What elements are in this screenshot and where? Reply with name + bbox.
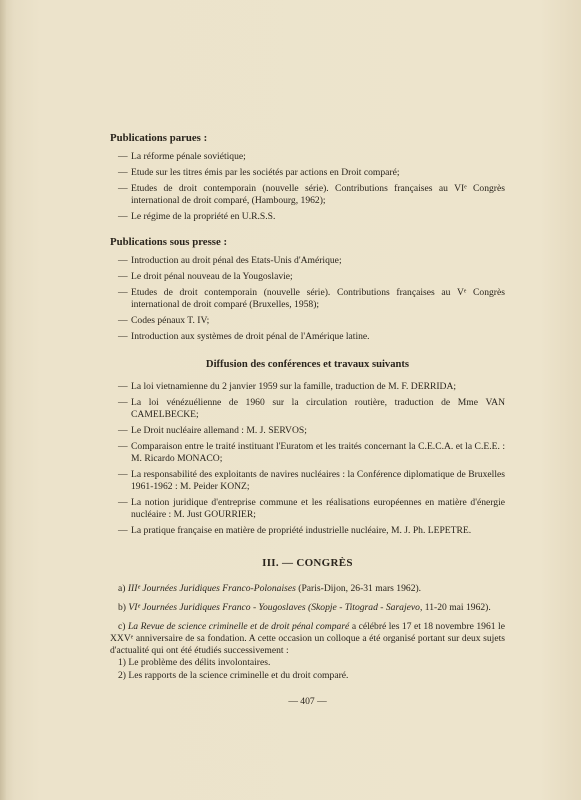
list-item-text: Comparaison entre le traité instituant l'Euratom et les traités concernant la C.E.C.A. et la C.E.E. : M. Ricardo MONACO; bbox=[131, 441, 505, 464]
congress-a-title: IIIᵉ Journées Juridiques Franco-Polonaises bbox=[127, 583, 296, 594]
list-item-text: La notion juridique d'entreprise commune et les réalisations européennes en matière d'énergie nucléaire : M. Just GOURRIER; bbox=[131, 497, 505, 520]
list-item bbox=[110, 287, 505, 311]
diffusion-list bbox=[110, 381, 505, 537]
congress-c-journal: La Revue de science criminelle et de droit pénal comparé bbox=[127, 621, 350, 632]
dash: — bbox=[118, 211, 128, 222]
list-item bbox=[110, 331, 505, 343]
list-item bbox=[110, 425, 505, 437]
dash: — bbox=[118, 397, 128, 408]
item-label: a) bbox=[118, 583, 126, 594]
in-press-heading: Publications sous presse : bbox=[110, 236, 228, 248]
list-item-text: Etude sur les titres émis par les sociétés par actions en Droit comparé; bbox=[131, 167, 400, 178]
page-number: — 407 — bbox=[288, 696, 327, 707]
list-item bbox=[110, 381, 505, 393]
list-item bbox=[110, 255, 505, 267]
list-item bbox=[110, 167, 505, 179]
congress-title: III. — CONGRÈS bbox=[262, 557, 353, 569]
dash: — bbox=[118, 441, 128, 452]
dash: — bbox=[118, 425, 128, 436]
list-item-text: Introduction au droit pénal des Etats-Unis d'Amérique; bbox=[131, 255, 342, 266]
dash: — bbox=[118, 331, 128, 342]
list-item bbox=[110, 397, 505, 421]
list-item bbox=[110, 469, 505, 493]
dash: — bbox=[118, 167, 128, 178]
dash: — bbox=[118, 381, 128, 392]
list-item bbox=[110, 441, 505, 465]
list-item bbox=[110, 211, 505, 223]
list-item-text: Etudes de droit contemporain (nouvelle série). Contributions françaises au VIᵉ Congrès international de droit comparé, (Hambourg, 1962); bbox=[131, 183, 505, 206]
dash: — bbox=[118, 151, 128, 162]
congress-c-text: a célébré les 17 et 18 novembre 1961 le XXVᵉ anniversaire de sa fondation. A cette occasion un colloque a été organisé portant sur deux sujets d'actualité qui ont été étudiés successivement : bbox=[110, 621, 505, 656]
paper-edge bbox=[0, 0, 6, 800]
dash: — bbox=[118, 271, 128, 282]
list-item bbox=[110, 525, 505, 537]
item-label: b) bbox=[118, 602, 126, 613]
spacer bbox=[110, 227, 505, 236]
item-label: c) bbox=[118, 621, 126, 632]
dash: — bbox=[118, 287, 128, 298]
dash: — bbox=[118, 525, 128, 536]
list-item-text: Introduction aux systèmes de droit pénal de l'Amérique latine. bbox=[131, 331, 370, 342]
congress-item-c bbox=[110, 621, 505, 657]
list-item-text: La réforme pénale soviétique; bbox=[131, 151, 246, 162]
list-item-text: La loi vietnamienne du 2 janvier 1959 sur la famille, traduction de M. F. DERRIDA; bbox=[131, 381, 457, 392]
list-item-text: Le droit pénal nouveau de la Yougoslavie; bbox=[131, 271, 293, 282]
list-item bbox=[110, 151, 505, 163]
dash: — bbox=[118, 255, 128, 266]
list-item bbox=[110, 315, 505, 327]
dash: — bbox=[118, 497, 128, 508]
list-item-text: Etudes de droit contemporain (nouvelle série). Contributions françaises au Vᵉ Congrès international de droit comparé (Bruxelles, 1958); bbox=[131, 287, 505, 310]
diffusion-heading: Diffusion des conférences et travaux suivants bbox=[205, 359, 410, 370]
congress-b-dates: 11-20 mai 1962). bbox=[424, 602, 491, 613]
congress-item-a bbox=[110, 583, 505, 595]
list-item-text: La pratique française en matière de propriété industrielle nucléaire, M. J. Ph. LEPETRE. bbox=[131, 525, 472, 536]
dash: — bbox=[118, 315, 128, 326]
in-press-list bbox=[110, 255, 505, 343]
list-item-text: La responsabilité des exploitants de navires nucléaires : la Conférence diplomatique de Bruxelles 1961-1962 : M. Peider KONZ; bbox=[131, 469, 505, 492]
list-item bbox=[110, 183, 505, 207]
congress-b-title: VIᵉ Journées Juridiques Franco - Yougoslaves bbox=[128, 602, 306, 613]
list-item bbox=[110, 271, 505, 283]
list-item bbox=[110, 497, 505, 521]
point-item: 2) Les rapports de la science criminelle et du droit comparé. bbox=[118, 670, 349, 681]
list-item-text: Codes pénaux T. IV; bbox=[131, 315, 210, 326]
list-item-text: La loi vénézuélienne de 1960 sur la circulation routière, traduction de Mme VAN CAMELBECKE; bbox=[131, 397, 505, 420]
published-list bbox=[110, 151, 505, 223]
document-body bbox=[110, 132, 505, 708]
dash: — bbox=[118, 183, 128, 194]
list-item-text: Le Droit nucléaire allemand : M. J. SERVOS; bbox=[131, 425, 307, 436]
dash: — bbox=[118, 469, 128, 480]
congress-b-places: (Skopje - Titograd - Sarajevo, bbox=[308, 602, 423, 613]
point-item: 1) Le problème des délits involontaires. bbox=[118, 657, 271, 668]
congress-item-b bbox=[110, 602, 505, 614]
published-heading: Publications parues : bbox=[110, 132, 208, 144]
congress-c-points bbox=[110, 657, 505, 682]
list-item-text: Le régime de la propriété en U.R.S.S. bbox=[131, 211, 276, 222]
congress-a-details: (Paris-Dijon, 26-31 mars 1962). bbox=[298, 583, 422, 594]
